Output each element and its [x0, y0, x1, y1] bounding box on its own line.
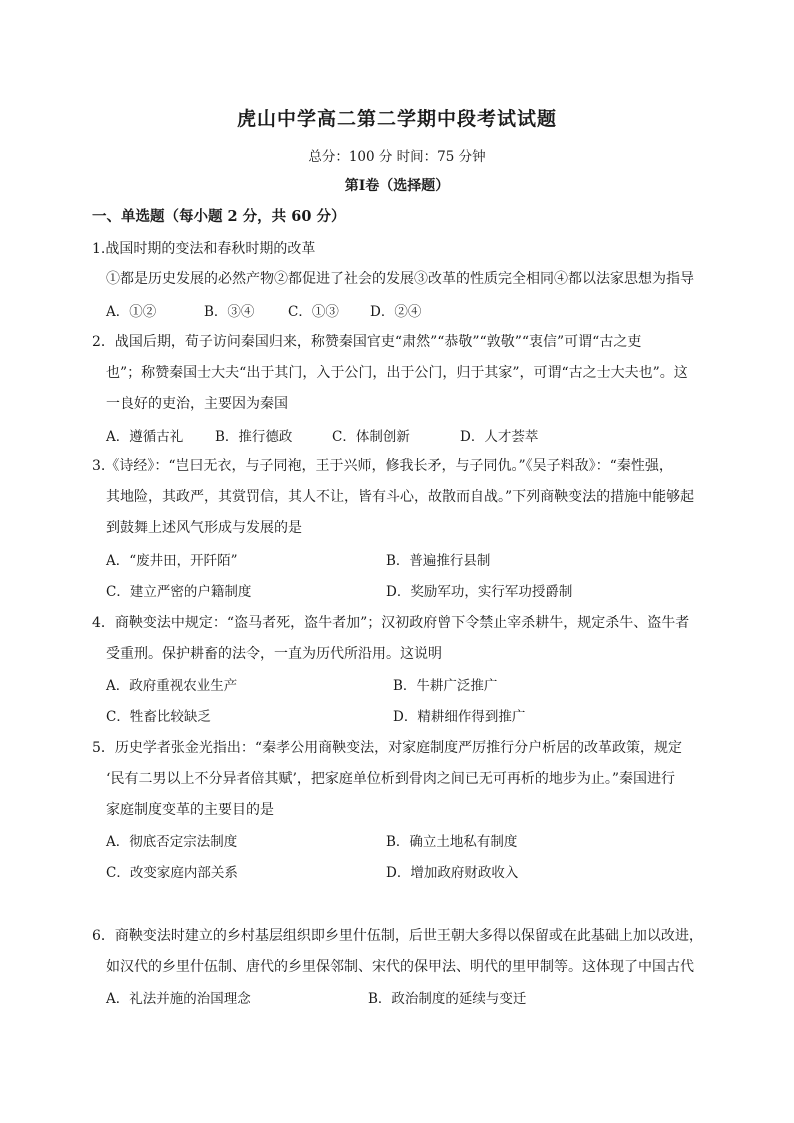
question-5-option-c: C．改变家庭内部关系 — [106, 865, 238, 881]
question-1-stem: 1.战国时期的变法和春秋时期的改革 — [92, 241, 316, 257]
question-5-option-d: D．增加政府财政收入 — [386, 865, 519, 881]
page-title: 虎山中学高二第二学期中段考试试题 — [236, 108, 557, 130]
section-heading: 一、单选题（每小题 2 分，共 60 分） — [92, 208, 346, 225]
question-5-line-2: ‘民有二男以上不分异者倍其赋’，把家庭单位析到骨肉之间已无可再析的地步为止。”秦国进行 — [106, 771, 676, 787]
question-1-option-a: A．①② — [106, 304, 157, 320]
question-1-option-c: C．①③ — [288, 304, 339, 320]
question-1-option-b: B．③④ — [204, 304, 255, 320]
question-2-option-d: D．人才荟萃 — [460, 429, 539, 445]
question-2-line-2: 也”；称赞秦国士大夫“出于其门，入于公门，出于公门，归于其家”，可谓“古之士大夫也”。这 — [106, 365, 688, 381]
question-3-option-b: B．普遍推行县制 — [386, 553, 491, 569]
question-6-line-2: 如汉代的乡里什伍制、唐代的乡里保邻制、宋代的保甲法、明代的里甲制等。这体现了中国古代 — [106, 959, 694, 975]
exam-meta: 总分：100 分 时间：75 分钟 — [308, 149, 486, 165]
question-4-option-c: C．牲畜比较缺乏 — [106, 709, 211, 725]
question-4-line-1: 4．商鞅变法中规定：“盗马者死，盗牛者加”；汉初政府曾下令禁止宰杀耕牛，规定杀牛、盗牛者 — [92, 615, 690, 631]
question-6-option-b: B．政治制度的延续与变迁 — [368, 991, 527, 1007]
question-3-line-1: 3.《诗经》：“岂曰无衣，与子同袍，王于兴师，修我长矛，与子同仇。”《吴子料敌》：“秦性强， — [92, 458, 673, 474]
question-2-option-b: B．推行德政 — [215, 429, 293, 445]
question-3-option-c: C．建立严密的户籍制度 — [106, 584, 252, 600]
question-3-option-a: A．“废井田，开阡陌” — [106, 553, 238, 569]
question-2-option-c: C．体制创新 — [332, 429, 410, 445]
question-1-statements: ①都是历史发展的必然产物②都促进了社会的发展③改革的性质完全相同④都以法家思想为指导 — [106, 271, 694, 287]
question-4-option-a: A．政府重视农业生产 — [106, 678, 238, 694]
question-4-option-d: D．精耕细作得到推广 — [393, 709, 526, 725]
part-heading: 第Ⅰ卷（选择题） — [344, 178, 450, 194]
question-5-option-a: A．彻底否定宗法制度 — [106, 834, 238, 850]
question-2-option-a: A．遵循古礼 — [106, 429, 184, 445]
question-3-option-d: D．奖励军功，实行军功授爵制 — [386, 584, 573, 600]
question-5-option-b: B．确立土地私有制度 — [386, 834, 518, 850]
question-1-option-d: D．②④ — [370, 304, 422, 320]
question-4-option-b: B．牛耕广泛推广 — [393, 678, 498, 694]
question-2-line-3: 一良好的吏治，主要因为秦国 — [106, 396, 288, 412]
question-5-line-3: 家庭制度变革的主要目的是 — [106, 802, 274, 818]
question-3-line-2: 其地险，其政严，其赏罚信，其人不让，皆有斗心，故散而自战。”下列商鞅变法的措施中能够起 — [106, 489, 695, 505]
question-6-option-a: A．礼法并施的治国理念 — [106, 991, 251, 1007]
question-6-line-1: 6．商鞅变法时建立的乡村基层组织即乡里什伍制，后世王朝大多得以保留或在此基础上加以改进， — [92, 928, 703, 944]
question-4-line-2: 受重刑。保护耕畜的法令，一直为历代所沿用。这说明 — [106, 646, 442, 662]
question-2-line-1: 2．战国后期，荀子访问秦国归来，称赞秦国官吏“肃然”“恭敬”“敦敬”“衷信”可谓“古之吏 — [92, 334, 642, 350]
question-3-line-3: 到鼓舞上述风气形成与发展的是 — [106, 520, 302, 536]
question-5-line-1: 5．历史学者张金光指出：“秦孝公用商鞅变法，对家庭制度严厉推行分户析居的改革政策，规定 — [92, 740, 683, 756]
